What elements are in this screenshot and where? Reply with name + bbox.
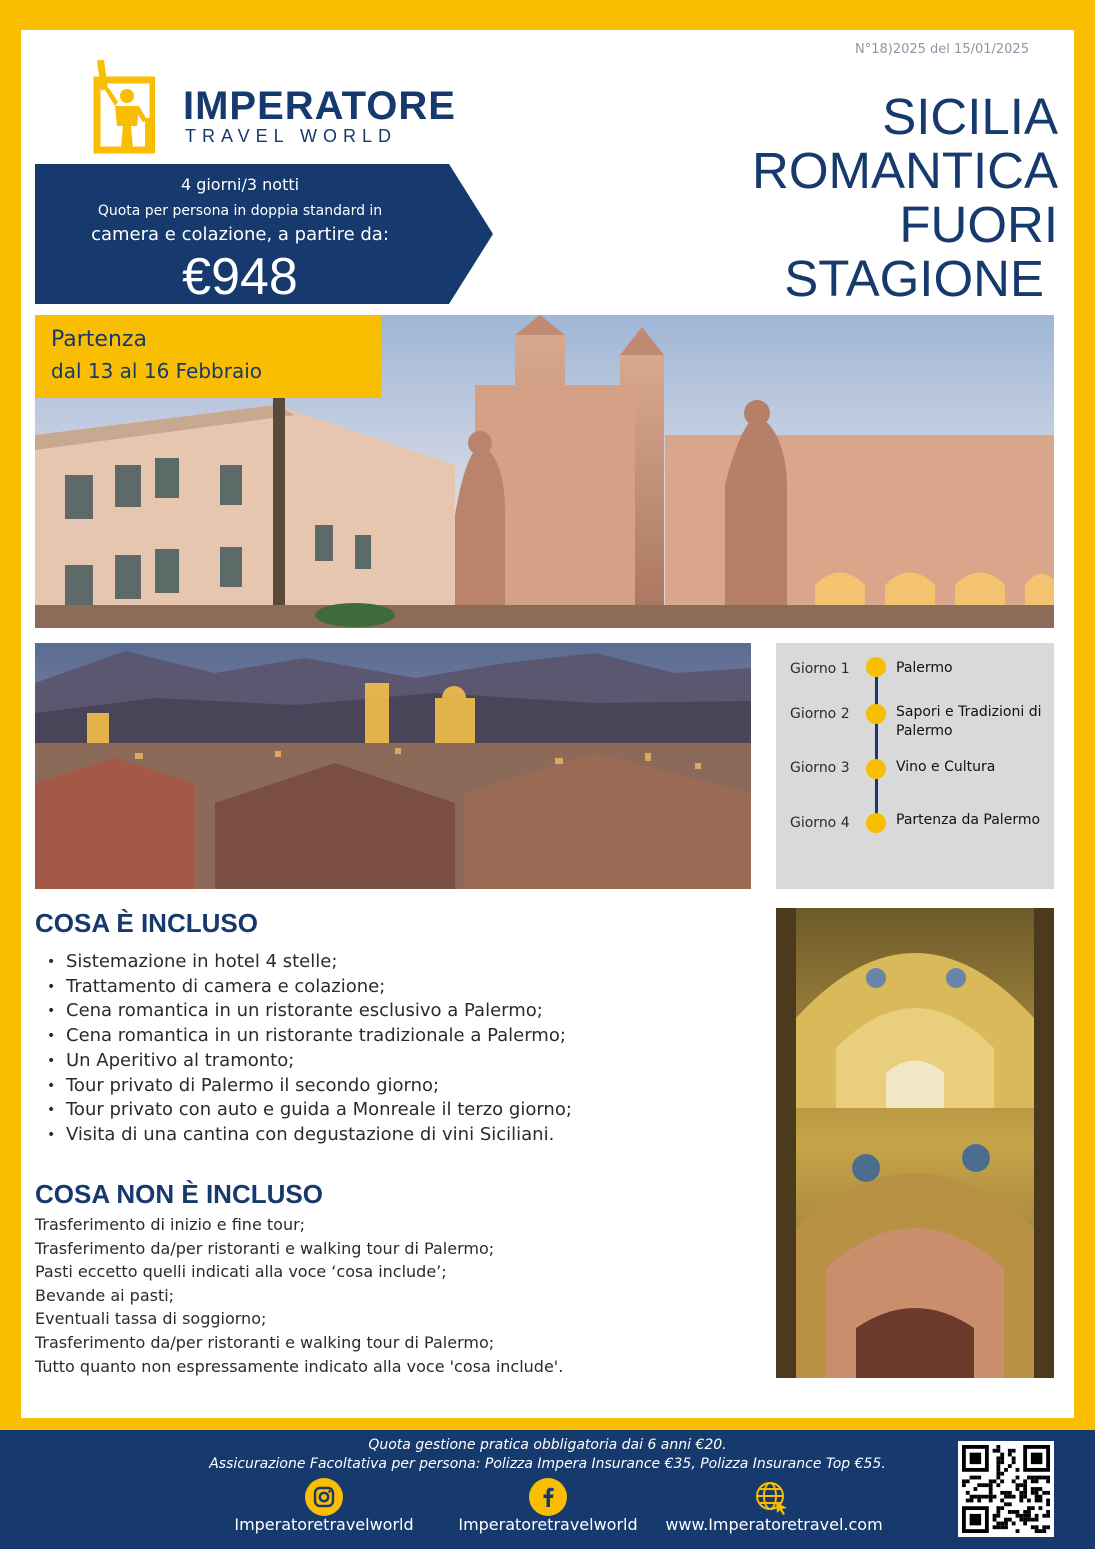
- list-item: • Sistemazione in hotel 4 stelle;: [45, 950, 735, 975]
- logo-tagline: TRAVEL WORLD: [185, 126, 398, 146]
- list-item: Eventuali tassa di soggiorno;: [35, 1309, 267, 1329]
- title-line-1: SICILIA: [882, 88, 1058, 145]
- instagram-link[interactable]: Imperatoretravelworld: [234, 1515, 414, 1534]
- logo-icon: [93, 60, 155, 154]
- departure-label: Partenza: [51, 327, 147, 352]
- list-item: Trasferimento da/per ristoranti e walking tour di Palermo;: [35, 1332, 495, 1352]
- included-list: [45, 950, 735, 1148]
- facebook-icon[interactable]: [529, 1478, 567, 1516]
- footer-insurance-note: Assicurazione Facoltativa per persona: Polizza Impera Insurance €35, Polizza Insurance Top €55.: [209, 1456, 886, 1472]
- price-quote-line-1: Quota per persona in doppia standard in: [97, 203, 383, 219]
- list-item: • Un Aperitivo al tramonto;: [45, 1049, 735, 1074]
- title-line-3: FUORI: [899, 196, 1058, 253]
- departure-dates: dal 13 al 16 Febbraio: [51, 359, 263, 383]
- itinerary-place-4: Partenza da Palermo: [896, 812, 1041, 828]
- price-duration: 4 giorni/3 notti: [180, 175, 300, 194]
- list-item: Pasti eccetto quelli indicati alla voce ‘cosa include’;: [35, 1262, 447, 1282]
- itinerary-timeline: [875, 668, 878, 828]
- title-line-4: STAGIONE: [784, 250, 1044, 307]
- city-night-image: [35, 643, 751, 889]
- issue-number: N°18)2025 del 15/01/2025: [855, 42, 1029, 57]
- timeline-dot: [866, 813, 886, 833]
- list-item: • Tour privato di Palermo il secondo giorno;: [45, 1074, 735, 1099]
- price-value: €948: [182, 248, 298, 306]
- title-line-2: ROMANTICA: [752, 142, 1058, 199]
- itinerary-place-2: Sapori e Tradizioni di Palermo: [896, 704, 1042, 739]
- footer-fee-note: Quota gestione pratica obbligatoria dai 6 anni €20.: [368, 1437, 727, 1453]
- globe-icon[interactable]: [752, 1478, 790, 1516]
- list-item: • Visita di una cantina con degustazione di vini Siciliani.: [45, 1123, 735, 1148]
- list-item: • Trattamento di camera e colazione;: [45, 975, 735, 1000]
- itinerary-day-1: Giorno 1: [790, 661, 850, 677]
- itinerary-day-2: Giorno 2: [790, 706, 850, 722]
- itinerary-place-1: Palermo: [896, 660, 953, 676]
- list-item: • Cena romantica in un ristorante tradizionale a Palermo;: [45, 1024, 735, 1049]
- timeline-dot: [866, 657, 886, 677]
- price-quote-line-2: camera e colazione, a partire da:: [91, 224, 389, 245]
- not-included-heading: COSA NON È INCLUSO: [35, 1179, 323, 1209]
- list-item: • Cena romantica in un ristorante esclusivo a Palermo;: [45, 999, 735, 1024]
- list-item: Trasferimento di inizio e fine tour;: [35, 1215, 306, 1234]
- included-heading: COSA È INCLUSO: [35, 908, 258, 938]
- list-item: Tutto quanto non espressamente indicato alla voce 'cosa include'.: [35, 1356, 564, 1376]
- list-item: Trasferimento da/per ristoranti e walking tour di Palermo;: [35, 1238, 495, 1258]
- list-item: • Tour privato con auto e guida a Monreale il terzo giorno;: [45, 1098, 735, 1123]
- not-included-list: [35, 1213, 735, 1378]
- qr-code[interactable]: [958, 1441, 1054, 1537]
- itinerary-day-4: Giorno 4: [790, 815, 850, 831]
- logo-name: IMPERATORE: [183, 84, 456, 128]
- list-item: Bevande ai pasti;: [35, 1285, 175, 1305]
- timeline-dot: [866, 704, 886, 724]
- website-link[interactable]: www.Imperatoretravel.com: [665, 1515, 883, 1534]
- page-title: [752, 90, 1058, 306]
- timeline-dot: [866, 759, 886, 779]
- instagram-icon[interactable]: [305, 1478, 343, 1516]
- itinerary-place-3: Vino e Cultura: [896, 759, 996, 775]
- facebook-link[interactable]: Imperatoretravelworld: [458, 1515, 638, 1534]
- itinerary-day-3: Giorno 3: [790, 760, 850, 776]
- mosaic-church-image: [776, 908, 1054, 1378]
